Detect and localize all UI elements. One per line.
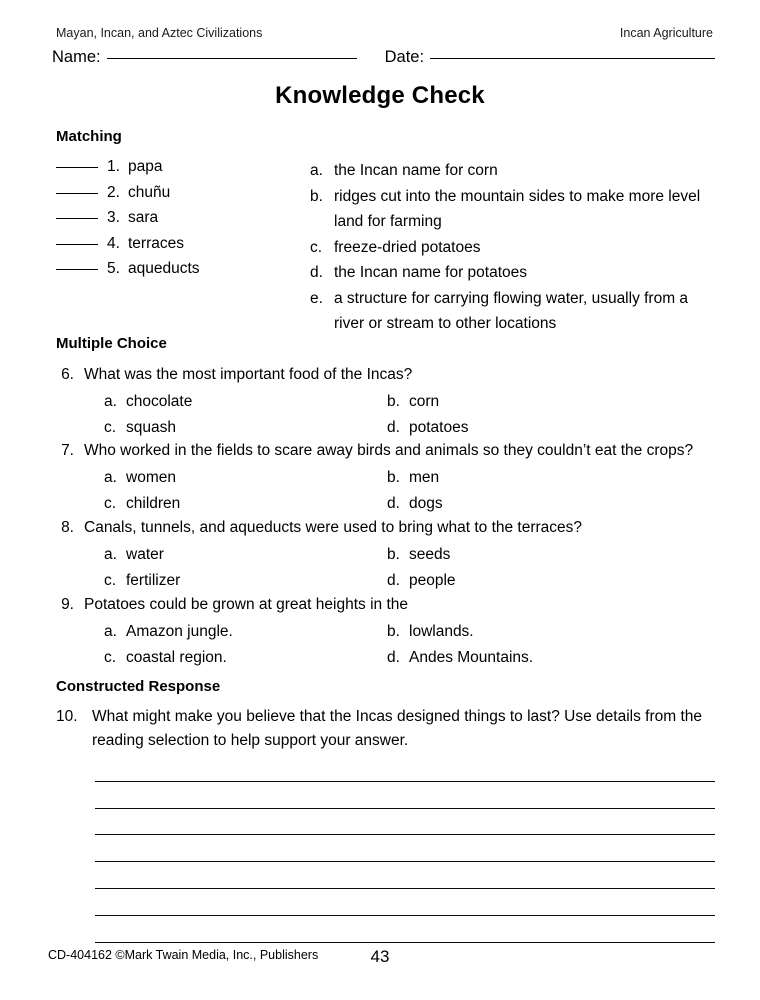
mc-question-block	[56, 362, 720, 440]
name-input-line[interactable]	[107, 58, 357, 59]
cr-question-text: What might make you believe that the Incas designed things to last? Use details from the reading selection to help support your answer.	[92, 708, 702, 749]
mc-option-text: squash	[126, 418, 176, 436]
mc-option-letter: c.	[104, 648, 117, 666]
mc-option-text: water	[126, 546, 164, 563]
answer-lines	[95, 755, 715, 943]
matching-number: 4.	[107, 234, 120, 252]
mc-options	[56, 465, 720, 516]
matching-answer-blank[interactable]	[56, 218, 98, 219]
mc-option-d[interactable]	[342, 415, 720, 441]
mc-option-text: corn	[409, 393, 440, 410]
mc-option-letter: a.	[104, 546, 117, 563]
matching-number: 1.	[107, 158, 120, 175]
mc-option-text: chocolate	[126, 393, 193, 410]
mc-option-letter: b.	[387, 623, 400, 640]
mc-option-text: potatoes	[409, 418, 469, 436]
mc-option-letter: b.	[387, 546, 400, 563]
matching-number: 3.	[107, 209, 120, 226]
matching-term: chuñu	[128, 183, 171, 201]
mc-question-text: Potatoes could be grown at great heights in the	[84, 596, 408, 613]
mc-option-d[interactable]	[342, 568, 720, 594]
mc-question-block	[56, 592, 720, 670]
matching-definitions-column	[310, 158, 720, 337]
mc-question-block	[56, 438, 720, 516]
mc-option-row	[56, 542, 720, 568]
matching-row	[56, 184, 306, 210]
mc-option-b[interactable]	[342, 619, 720, 645]
name-label: Name:	[52, 48, 101, 66]
mc-option-letter: a.	[104, 393, 117, 410]
matching-term: terraces	[128, 234, 184, 252]
mc-question-text: Who worked in the fields to scare away birds and animals so they couldn’t eat the crops?	[84, 442, 694, 459]
mc-question-text-row	[56, 362, 720, 387]
matching-row	[56, 235, 306, 261]
matching-answer-blank[interactable]	[56, 269, 98, 270]
matching-row	[56, 209, 306, 235]
definition-letter: c.	[310, 238, 323, 256]
mc-question-text-row	[56, 592, 720, 617]
answer-line[interactable]	[95, 809, 715, 836]
mc-option-text: men	[409, 469, 440, 486]
mc-option-letter: d.	[387, 648, 400, 666]
definition-row	[310, 235, 720, 261]
cr-question-row	[56, 705, 720, 753]
cr-question-number: 10.	[56, 708, 78, 725]
mc-option-row	[56, 415, 720, 441]
definition-row	[310, 184, 720, 235]
mc-option-row	[56, 465, 720, 491]
mc-option-text: fertilizer	[126, 571, 181, 589]
name-date-row	[52, 48, 715, 72]
answer-line[interactable]	[95, 862, 715, 889]
matching-answer-blank[interactable]	[56, 193, 98, 194]
answer-line[interactable]	[95, 755, 715, 782]
mc-option-c[interactable]	[56, 491, 342, 517]
definition-text: the Incan name for potatoes	[334, 264, 528, 281]
mc-option-a[interactable]	[56, 465, 342, 491]
page-title: Knowledge Check	[275, 82, 485, 109]
mc-question-number: 6.	[61, 366, 74, 383]
mc-option-row	[56, 645, 720, 671]
constructed-response-question	[56, 705, 720, 753]
date-input-line[interactable]	[430, 58, 715, 59]
matching-term: sara	[128, 209, 159, 226]
mc-option-row	[56, 389, 720, 415]
multiple-choice-heading: Multiple Choice	[56, 335, 167, 352]
mc-option-text: coastal region.	[126, 648, 227, 666]
mc-option-letter: a.	[104, 469, 117, 486]
mc-option-row	[56, 568, 720, 594]
matching-answer-blank[interactable]	[56, 244, 98, 245]
mc-option-letter: b.	[387, 393, 400, 410]
matching-number: 2.	[107, 183, 120, 201]
mc-option-text: dogs	[409, 494, 443, 512]
mc-option-letter: b.	[387, 469, 400, 486]
mc-options	[56, 619, 720, 670]
mc-option-letter: d.	[387, 418, 400, 436]
mc-question-number: 7.	[61, 442, 74, 459]
mc-option-a[interactable]	[56, 389, 342, 415]
date-label: Date:	[384, 48, 425, 66]
mc-question-text: What was the most important food of the Incas?	[84, 366, 413, 383]
footer-credit: CD-404162 ©Mark Twain Media, Inc., Publishers	[48, 948, 319, 962]
mc-question-text: Canals, tunnels, and aqueducts were used to bring what to the terraces?	[84, 519, 583, 536]
mc-option-row	[56, 491, 720, 517]
definition-letter: a.	[310, 162, 323, 179]
matching-terms-column	[56, 158, 306, 286]
mc-options	[56, 542, 720, 593]
mc-question-number: 9.	[61, 596, 74, 613]
mc-option-d[interactable]	[342, 645, 720, 671]
definition-text: ridges cut into the mountain sides to make more level land for farming	[334, 187, 701, 230]
mc-option-text: people	[409, 571, 456, 589]
mc-option-text: children	[126, 494, 181, 512]
matching-row	[56, 158, 306, 184]
chapter-title: Incan Agriculture	[619, 26, 713, 40]
matching-number: 5.	[107, 260, 120, 277]
mc-option-b[interactable]	[342, 465, 720, 491]
mc-option-text: Andes Mountains.	[409, 648, 534, 666]
book-title: Mayan, Incan, and Aztec Civilizations	[56, 26, 263, 40]
mc-option-letter: a.	[104, 623, 117, 640]
mc-option-b[interactable]	[342, 389, 720, 415]
matching-term: papa	[128, 158, 163, 175]
definition-letter: e.	[310, 289, 323, 307]
mc-option-row	[56, 619, 720, 645]
matching-answer-blank[interactable]	[56, 167, 98, 168]
mc-question-text-row	[56, 438, 720, 463]
definition-text: freeze-dried potatoes	[334, 238, 481, 256]
mc-question-block	[56, 515, 720, 593]
mc-question-number: 8.	[61, 519, 74, 536]
mc-option-text: women	[126, 469, 176, 486]
matching-term: aqueducts	[128, 260, 200, 277]
mc-option-a[interactable]	[56, 542, 342, 568]
answer-line[interactable]	[95, 889, 715, 916]
mc-option-a[interactable]	[56, 619, 342, 645]
matching-heading: Matching	[56, 128, 122, 145]
definition-row	[310, 260, 720, 286]
mc-option-letter: d.	[387, 494, 400, 512]
definition-letter: d.	[310, 264, 323, 281]
mc-option-letter: c.	[104, 494, 117, 512]
definition-row	[310, 158, 720, 184]
mc-option-letter: c.	[104, 418, 117, 436]
mc-option-letter: c.	[104, 571, 117, 589]
answer-line[interactable]	[95, 835, 715, 862]
definition-text: the Incan name for corn	[334, 162, 498, 179]
mc-option-c[interactable]	[56, 645, 342, 671]
definition-letter: b.	[310, 187, 323, 205]
answer-line[interactable]	[95, 916, 715, 943]
mc-option-c[interactable]	[56, 568, 342, 594]
mc-option-c[interactable]	[56, 415, 342, 441]
mc-option-d[interactable]	[342, 491, 720, 517]
mc-options	[56, 389, 720, 440]
mc-option-b[interactable]	[342, 542, 720, 568]
definition-text: a structure for carrying flowing water, usually from a river or stream to other locations	[334, 289, 689, 332]
matching-row	[56, 260, 306, 286]
mc-option-text: Amazon jungle.	[126, 623, 233, 640]
mc-option-text: lowlands.	[409, 623, 474, 640]
definition-row	[310, 286, 720, 337]
mc-option-letter: d.	[387, 571, 400, 589]
constructed-response-heading: Constructed Response	[56, 678, 221, 695]
page-number: 43	[370, 947, 390, 966]
mc-question-text-row	[56, 515, 720, 540]
mc-option-text: seeds	[409, 546, 451, 563]
answer-line[interactable]	[95, 782, 715, 809]
